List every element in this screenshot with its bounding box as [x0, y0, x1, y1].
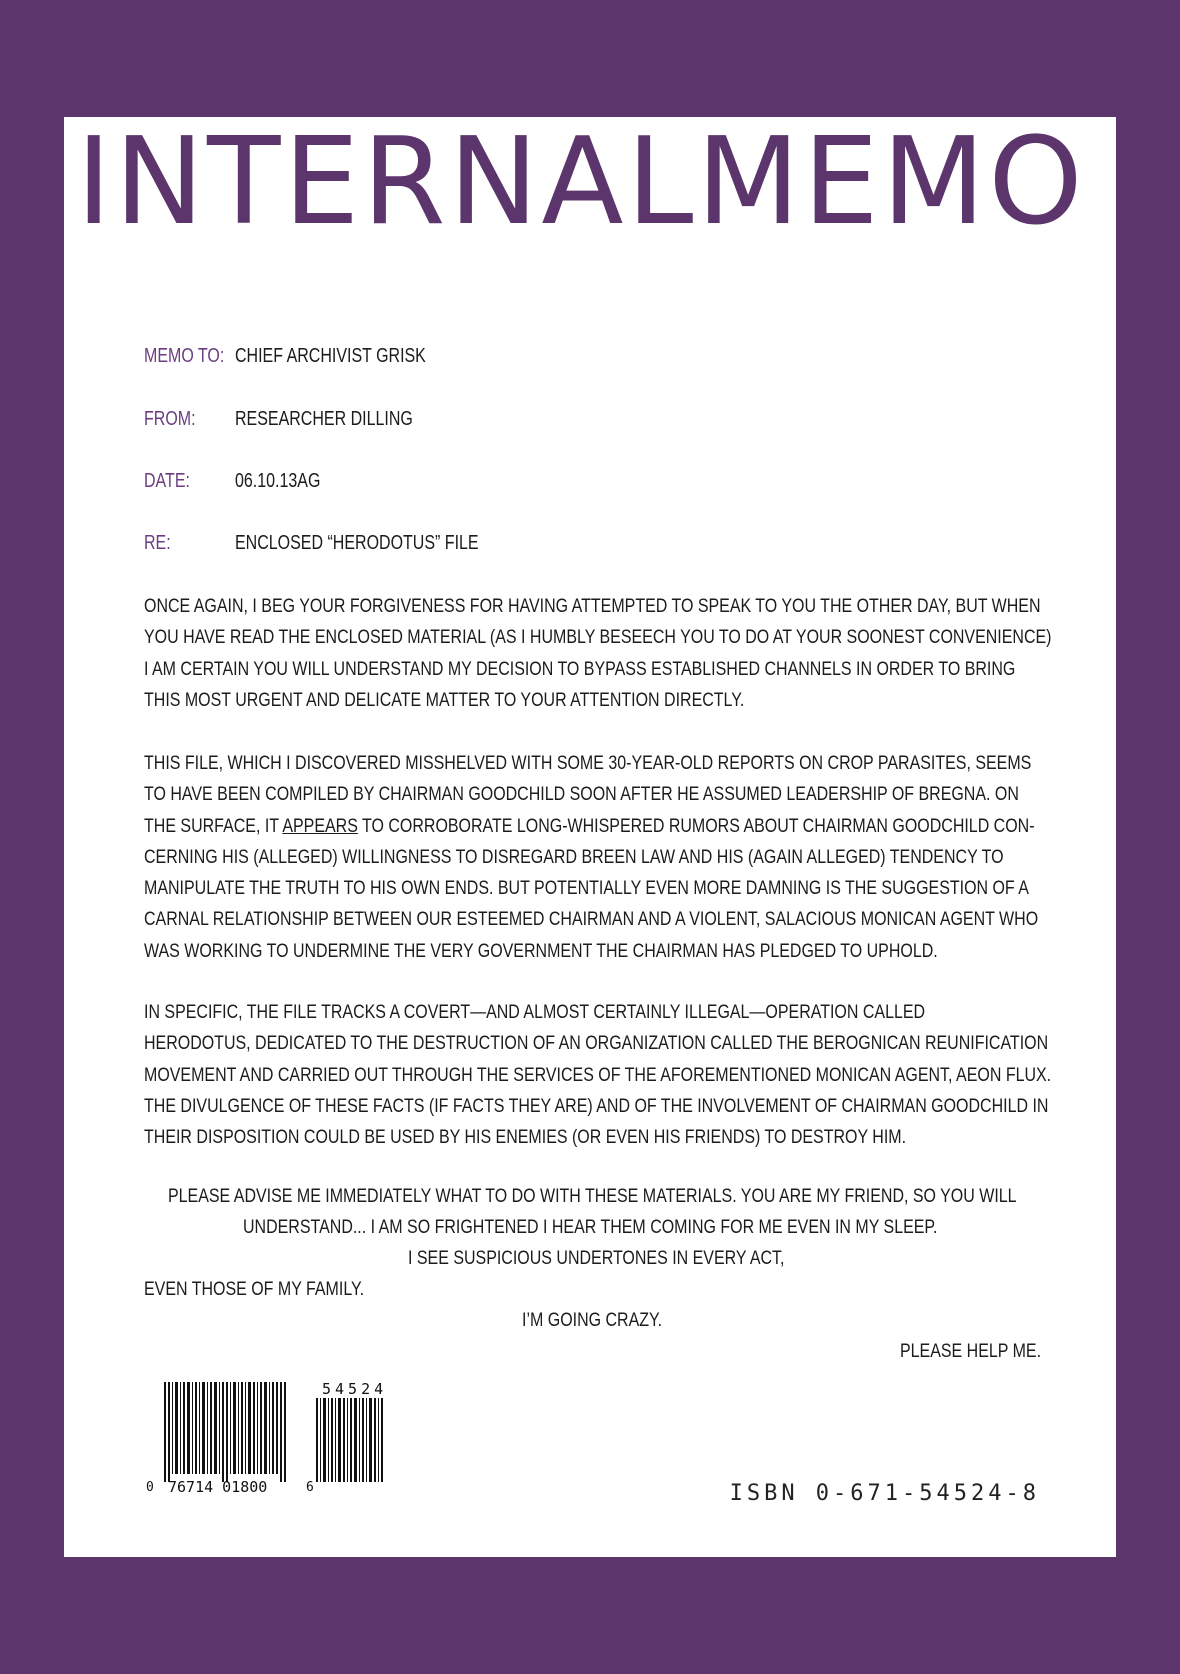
paragraph-line: ONCE AGAIN, I BEG YOUR FORGIVENESS FOR HAVING ATTEMPTED TO SPEAK TO YOU THE OTHER DAY, BUT WHEN — [144, 595, 1041, 617]
paragraph-line: HERODOTUS, DEDICATED TO THE DESTRUCTION OF AN ORGANIZATION CALLED THE BEROGNICAN REUNIFICATION — [144, 1032, 1049, 1055]
memo-title: INTERNALMEMO — [76, 113, 1086, 252]
paragraph-line: THE DIVULGENCE OF THESE FACTS (IF FACTS THEY ARE) AND OF THE INVOLVEMENT OF CHAIRMAN GOODCHILD IN — [144, 1094, 1049, 1117]
barcode-graphic — [156, 1382, 396, 1492]
barcode-addon-digits: 54524 — [322, 1380, 388, 1398]
from-label: FROM: — [144, 408, 196, 430]
paragraph-2 — [144, 748, 1039, 967]
line-text: THE SURFACE, IT — [144, 814, 283, 837]
re-label: RE: — [144, 532, 171, 554]
memo-to-label: MEMO TO: — [144, 345, 225, 367]
barcode-main-digits: 76714 01800 — [168, 1478, 268, 1496]
paragraph-1 — [144, 591, 1052, 716]
paragraph-line: IN SPECIFIC, THE FILE TRACKS A COVERT—AND ALMOST CERTAINLY ILLEGAL—OPERATION CALLED — [144, 1001, 926, 1023]
barcode-right-digit: 6 — [306, 1480, 314, 1495]
paragraph-line: CARNAL RELATIONSHIP BETWEEN OUR ESTEEMED CHAIRMAN AND A VIOLENT, SALACIOUS MONICAN AGENT WHO — [144, 908, 1039, 931]
closing-line-6: PLEASE HELP ME. — [900, 1340, 1042, 1362]
barcode — [146, 1380, 396, 1496]
closing-line-4: EVEN THOSE OF MY FAMILY. — [144, 1278, 365, 1300]
paragraph-line: MANIPULATE THE TRUTH TO HIS OWN ENDS. BUT POTENTIALLY EVEN MORE DAMNING IS THE SUGGESTION OF A — [144, 877, 1029, 900]
paragraph-line: MOVEMENT AND CARRIED OUT THROUGH THE SERVICES OF THE AFOREMENTIONED MONICAN AGENT, AEON FLUX. — [144, 1063, 1052, 1086]
closing-line-5: I’M GOING CRAZY. — [522, 1309, 663, 1331]
memo-to-value: CHIEF ARCHIVIST GRISK — [235, 345, 426, 367]
closing-line-3: I SEE SUSPICIOUS UNDERTONES IN EVERY ACT, — [408, 1247, 785, 1269]
memo-sheet — [64, 113, 1116, 1557]
closing-line-2: UNDERSTAND... I AM SO FRIGHTENED I HEAR THEM COMING FOR ME EVEN IN MY SLEEP. — [243, 1216, 938, 1238]
paragraph-line — [144, 811, 1035, 842]
barcode-left-digit: 0 — [146, 1480, 154, 1495]
from-value: RESEARCHER DILLING — [235, 408, 413, 430]
paragraph-line: WAS WORKING TO UNDERMINE THE VERY GOVERNMENT THE CHAIRMAN HAS PLEDGED TO UPHOLD. — [144, 939, 938, 962]
underlined-word: APPEARS — [282, 814, 358, 837]
paragraph-line: THIS FILE, WHICH I DISCOVERED MISSHELVED WITH SOME 30-YEAR-OLD REPORTS ON CROP PARASITES, SEEMS — [144, 752, 1032, 774]
paragraph-line: YOU HAVE READ THE ENCLOSED MATERIAL (AS I HUMBLY BESEECH YOU TO DO AT YOUR SOONEST CONVENIENCE) — [144, 626, 1052, 649]
paragraph-3 — [144, 997, 1052, 1153]
paragraph-line: THIS MOST URGENT AND DELICATE MATTER TO YOUR ATTENTION DIRECTLY. — [144, 688, 745, 711]
isbn-number: ISBN 0-671-54524-8 — [729, 1481, 1040, 1506]
date-value: 06.10.13AG — [235, 470, 321, 492]
paragraph-line: I AM CERTAIN YOU WILL UNDERSTAND MY DECISION TO BYPASS ESTABLISHED CHANNELS IN ORDER TO BRING — [144, 657, 1016, 680]
paragraph-line: THEIR DISPOSITION COULD BE USED BY HIS ENEMIES (OR EVEN HIS FRIENDS) TO DESTROY HIM. — [144, 1126, 907, 1149]
closing-line-1: PLEASE ADVISE ME IMMEDIATELY WHAT TO DO WITH THESE MATERIALS. YOU ARE MY FRIEND, SO YOU WILL — [168, 1185, 1017, 1207]
paragraph-line: TO HAVE BEEN COMPILED BY CHAIRMAN GOODCHILD SOON AFTER HE ASSUMED LEADERSHIP OF BREGNA. ON — [144, 783, 1019, 806]
re-value: ENCLOSED “HERODOTUS” FILE — [235, 532, 479, 554]
date-label: DATE: — [144, 470, 190, 492]
line-text: TO CORROBORATE LONG-WHISPERED RUMORS ABOUT CHAIRMAN GOODCHILD CON- — [357, 814, 1035, 837]
paragraph-line: CERNING HIS (ALLEGED) WILLINGNESS TO DISREGARD BREEN LAW AND HIS (AGAIN ALLEGED) TENDENCY TO — [144, 845, 1004, 868]
